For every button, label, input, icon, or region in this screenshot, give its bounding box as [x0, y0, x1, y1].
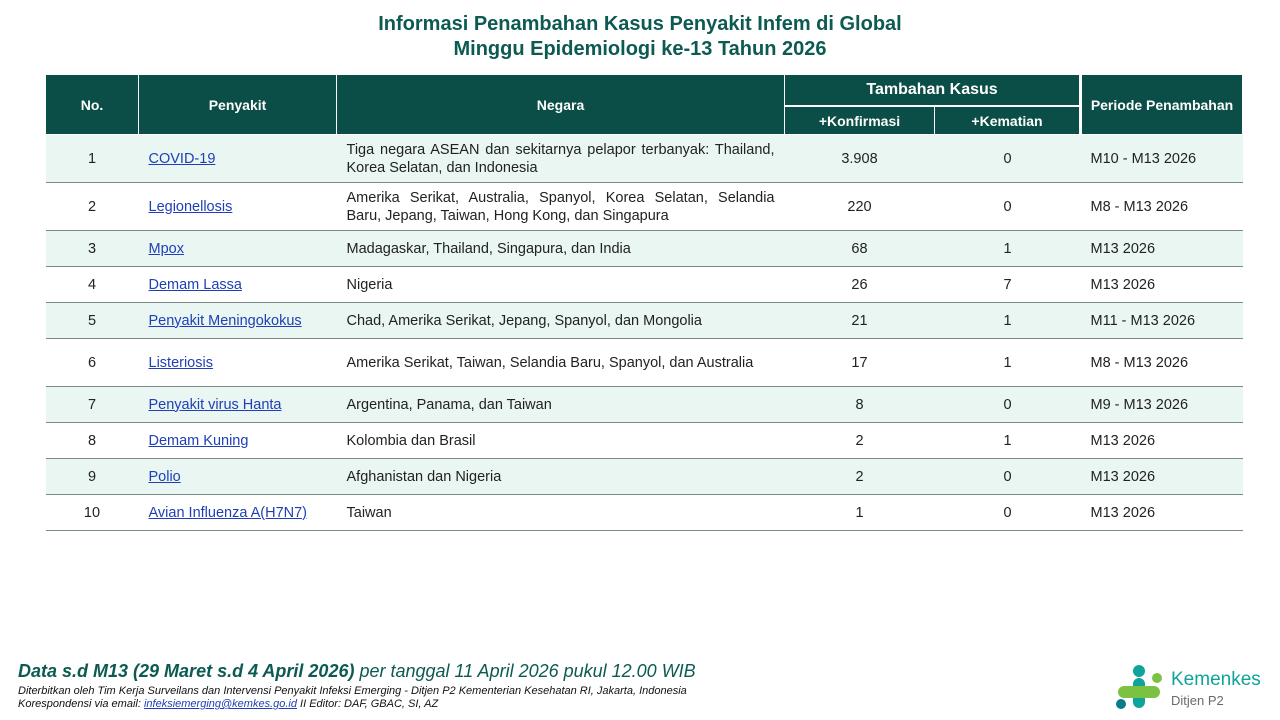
cell-kematian: 0	[935, 135, 1081, 183]
cell-no: 6	[46, 339, 139, 387]
cell-disease	[139, 459, 337, 495]
cell-periode: M13 2026	[1081, 423, 1243, 459]
correspondence-label: Korespondensi via email:	[18, 698, 144, 710]
header-periode: Periode Penambahan	[1081, 75, 1243, 135]
title-line-1: Informasi Penambahan Kasus Penyakit Infem di Global	[378, 13, 902, 35]
kemenkes-emblem-icon	[1113, 664, 1165, 712]
cell-country: Madagaskar, Thailand, Singapura, dan India	[337, 231, 785, 267]
cell-konfirmasi: 21	[785, 303, 935, 339]
cell-konfirmasi: 68	[785, 231, 935, 267]
cell-kematian: 0	[935, 459, 1081, 495]
cell-konfirmasi: 220	[785, 183, 935, 231]
cell-konfirmasi: 8	[785, 387, 935, 423]
cell-no: 5	[46, 303, 139, 339]
cell-disease	[139, 267, 337, 303]
cell-disease	[139, 387, 337, 423]
table-row	[46, 135, 1243, 183]
cell-no: 10	[46, 495, 139, 531]
correspondence-line	[18, 698, 438, 710]
cell-country: Argentina, Panama, dan Taiwan	[337, 387, 785, 423]
disease-link[interactable]: Demam Lassa	[148, 276, 242, 293]
publisher-text: Diterbitkan oleh Tim Kerja Surveilans dan Intervensi Penyakit Infeksi Emerging - Ditjen P2 Kementerian Kesehatan RI, Jakarta, Indonesia	[18, 685, 687, 697]
header-no: No.	[46, 75, 139, 135]
cell-disease	[139, 495, 337, 531]
cell-no: 1	[46, 135, 139, 183]
disease-link[interactable]: Avian Influenza A(H7N7)	[148, 504, 308, 521]
table-row	[46, 387, 1243, 423]
timestamp-text: per tanggal 11 April 2026 pukul 12.00 WIB	[354, 661, 696, 681]
email-link[interactable]: infeksiemerging@kemkes.go.id	[143, 698, 297, 710]
cell-disease	[139, 231, 337, 267]
cell-kematian: 0	[935, 183, 1081, 231]
data-range-text: Data s.d M13 (29 Maret s.d 4 April 2026)	[18, 661, 355, 681]
cell-periode: M13 2026	[1081, 231, 1243, 267]
footer-data-range	[18, 661, 696, 682]
page-title	[0, 12, 1280, 62]
table-row	[46, 495, 1243, 531]
cell-kematian: 0	[935, 387, 1081, 423]
kemenkes-logo	[1113, 664, 1273, 714]
cell-country: Taiwan	[337, 495, 785, 531]
cell-periode: M13 2026	[1081, 267, 1243, 303]
disease-link[interactable]: Legionellosis	[148, 198, 233, 215]
table-row	[46, 423, 1243, 459]
header-konfirmasi: +Konfirmasi	[785, 106, 935, 135]
logo-sub: Ditjen P2	[1171, 693, 1224, 708]
cell-kematian: 1	[935, 231, 1081, 267]
cases-table	[45, 75, 1243, 531]
disease-link[interactable]: Listeriosis	[148, 354, 213, 371]
cell-country: Tiga negara ASEAN dan sekitarnya pelapor terbanyak: Thailand, Korea Selatan, dan Indonesia	[337, 135, 785, 183]
cell-konfirmasi: 2	[785, 459, 935, 495]
cell-no: 3	[46, 231, 139, 267]
cell-no: 9	[46, 459, 139, 495]
cell-periode: M10 - M13 2026	[1081, 135, 1243, 183]
disease-link[interactable]: Polio	[148, 468, 181, 485]
cell-kematian: 1	[935, 423, 1081, 459]
table-row	[46, 339, 1243, 387]
header-penyakit: Penyakit	[139, 75, 337, 135]
disease-link[interactable]: Penyakit Meningokokus	[148, 312, 302, 329]
logo-name: Kemenkes	[1171, 669, 1261, 690]
cell-periode: M11 - M13 2026	[1081, 303, 1243, 339]
cell-country: Amerika Serikat, Taiwan, Selandia Baru, Spanyol, dan Australia	[337, 339, 785, 387]
cell-kematian: 1	[935, 303, 1081, 339]
cell-konfirmasi: 26	[785, 267, 935, 303]
cell-country: Kolombia dan Brasil	[337, 423, 785, 459]
cell-periode: M8 - M13 2026	[1081, 339, 1243, 387]
title-line-2: Minggu Epidemiologi ke-13 Tahun 2026	[453, 38, 827, 60]
cell-periode: M8 - M13 2026	[1081, 183, 1243, 231]
cell-disease	[139, 423, 337, 459]
cell-konfirmasi: 1	[785, 495, 935, 531]
cell-country: Amerika Serikat, Australia, Spanyol, Korea Selatan, Selandia Baru, Jepang, Taiwan, Hong Kong, dan Singapura	[337, 183, 785, 231]
disease-link[interactable]: COVID-19	[148, 150, 216, 167]
cell-disease	[139, 183, 337, 231]
cell-disease	[139, 339, 337, 387]
cell-konfirmasi: 17	[785, 339, 935, 387]
cell-disease	[139, 303, 337, 339]
table-row	[46, 267, 1243, 303]
table-row	[46, 231, 1243, 267]
cell-konfirmasi: 2	[785, 423, 935, 459]
header-kematian: +Kematian	[935, 106, 1081, 135]
table-row	[46, 303, 1243, 339]
table-row	[46, 459, 1243, 495]
cell-no: 4	[46, 267, 139, 303]
disease-link[interactable]: Demam Kuning	[148, 432, 249, 449]
table-row	[46, 183, 1243, 231]
cell-country: Nigeria	[337, 267, 785, 303]
cell-kematian: 1	[935, 339, 1081, 387]
cell-periode: M9 - M13 2026	[1081, 387, 1243, 423]
cell-no: 2	[46, 183, 139, 231]
editor-text: II Editor: DAF, GBAC, SI, AZ	[296, 698, 439, 710]
cell-periode: M13 2026	[1081, 495, 1243, 531]
cell-no: 8	[46, 423, 139, 459]
cell-country: Chad, Amerika Serikat, Jepang, Spanyol, dan Mongolia	[337, 303, 785, 339]
cell-konfirmasi: 3.908	[785, 135, 935, 183]
header-tambahan-kasus: Tambahan Kasus	[785, 75, 1081, 106]
cell-no: 7	[46, 387, 139, 423]
cell-country: Afghanistan dan Nigeria	[337, 459, 785, 495]
disease-link[interactable]: Penyakit virus Hanta	[148, 396, 282, 413]
header-negara: Negara	[337, 75, 785, 135]
cell-kematian: 0	[935, 495, 1081, 531]
cell-kematian: 7	[935, 267, 1081, 303]
disease-link[interactable]: Mpox	[148, 240, 184, 257]
cell-disease	[139, 135, 337, 183]
cell-periode: M13 2026	[1081, 459, 1243, 495]
